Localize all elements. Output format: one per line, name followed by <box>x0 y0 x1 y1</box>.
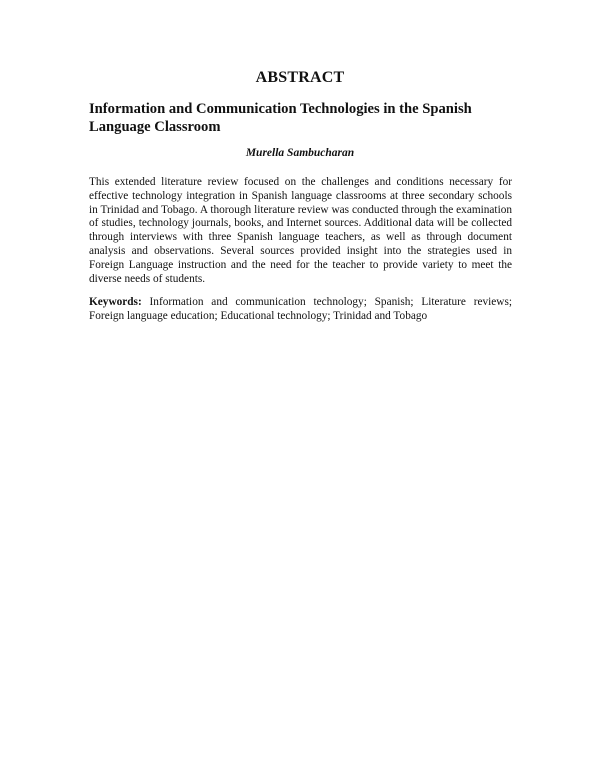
keywords-label: Keywords: <box>89 296 142 308</box>
author-name: Murella Sambucharan <box>245 147 355 159</box>
keywords-paragraph <box>89 296 512 324</box>
abstract-text: This extended literature review focused on the challenges and conditions necessary for effective technology integration in Spanish language classrooms at three secondary schools in Trinidad and Tobago. A thorough literature review was conducted through the examination of studies, technology journals, books, and Internet sources. Additional data will be collected through interviews with three Spanish language teachers, as well as through document analysis and observations. Several sources provided insight into the strategies used in Foreign Language instruction and the need for the teacher to provide variety to meet the diverse needs of students. <box>89 176 512 285</box>
paper-title: Information and Communication Technologies in the Spanish Language Classroom <box>89 101 472 135</box>
abstract-heading: ABSTRACT <box>255 69 345 86</box>
keywords-list: Information and communication technology; Spanish; Literature reviews; Foreign language education; Educational technology; Trinidad and Tobago <box>89 296 512 322</box>
